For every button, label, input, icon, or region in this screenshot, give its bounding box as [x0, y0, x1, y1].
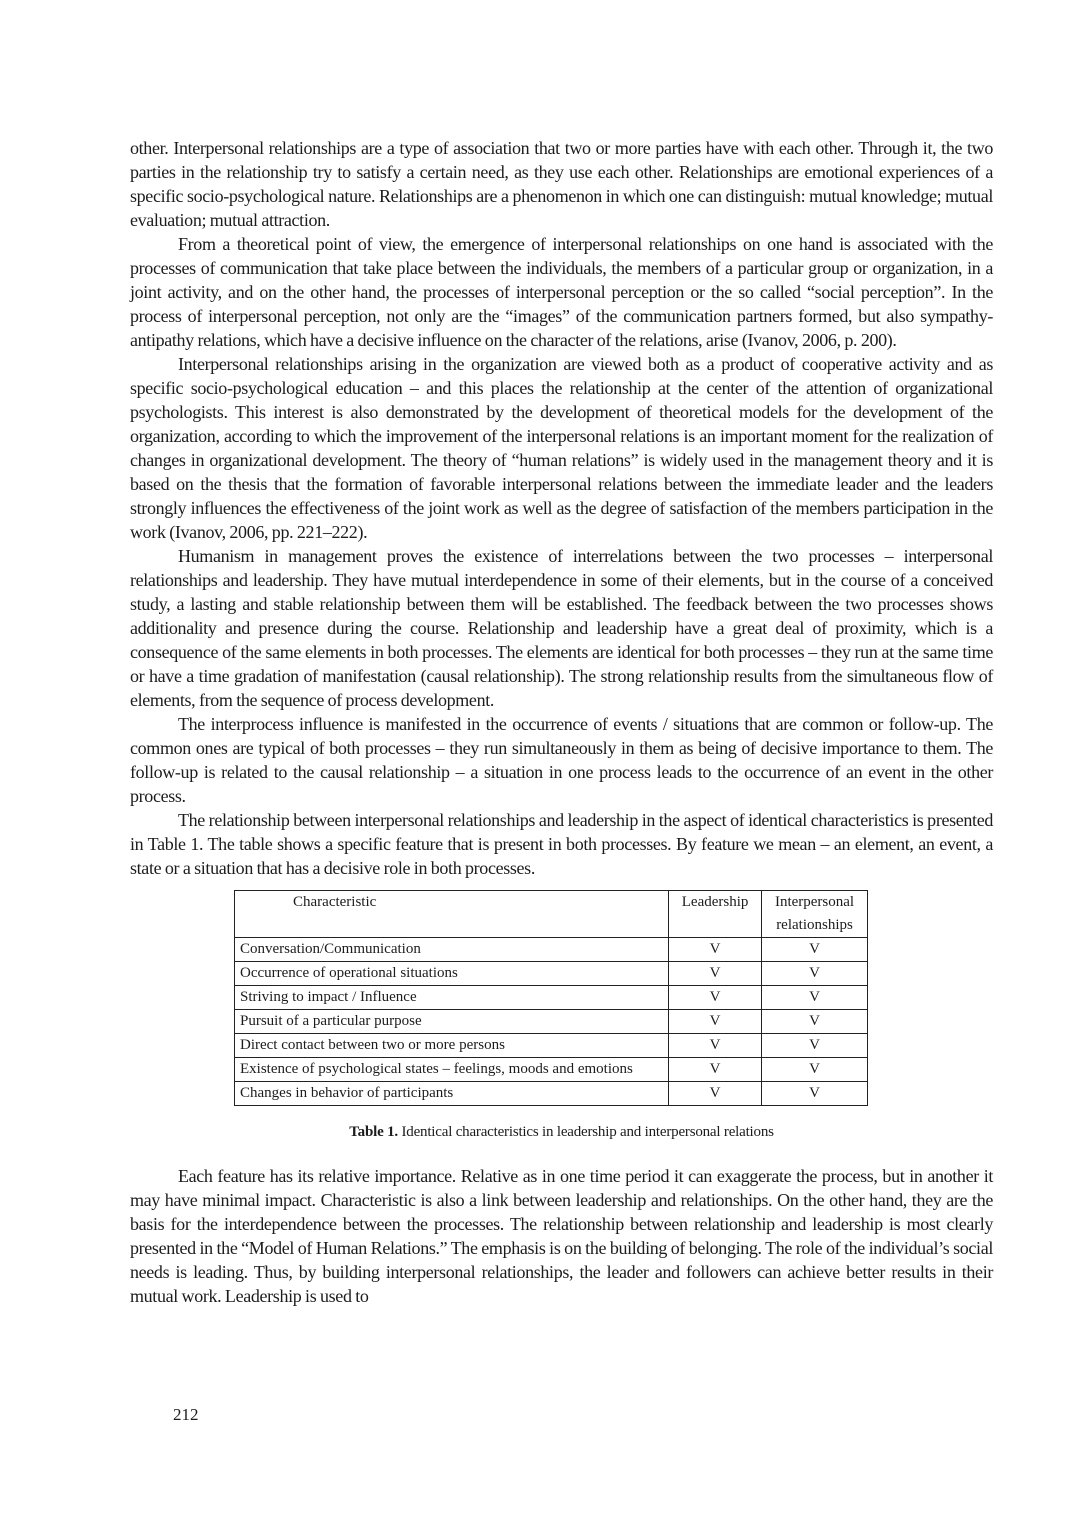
- table-row: [235, 1010, 868, 1034]
- cell-leadership: V: [669, 962, 762, 986]
- cell-leadership: V: [669, 938, 762, 962]
- table-row: [235, 1082, 868, 1106]
- cell-leadership: V: [669, 986, 762, 1010]
- header-interpersonal-relationships: Interpersonal relationships: [762, 891, 868, 938]
- body-text-before-table: [130, 136, 993, 880]
- table-row: [235, 938, 868, 962]
- page-number: 212: [173, 1405, 199, 1424]
- header-leadership: Leadership: [669, 891, 762, 938]
- paragraph: From a theoretical point of view, the emergence of interpersonal relationships on one hand is associated with the processes of communication that take place between the individuals, the members of a particular group or organization, in a joint activity, and on the other hand, the processes of interpersonal perception or the so called “social perception”. In the process of interpersonal perception, not only are the “images” of the communication partners formed, but also sympathy-antipathy relations, which have a decisive influence on the character of the relations, arise (Ivanov, 2006, p. 200).: [130, 234, 993, 350]
- cell-interpersonal: V: [762, 986, 868, 1010]
- paragraph: Interpersonal relationships arising in the organization are viewed both as a product of cooperative activity and as specific socio-psychological education – and this places the relationship at the center of the attention of organizational psychologists. This interest is also demonstrated by the development of theoretical models for the development of the organization, according to which the improvement of the interpersonal relations is an important moment for the realization of changes in organizational development. The theory of “human relations” is widely used in the management theory and it is based on the thesis that the formation of favorable interpersonal relations between the immediate leader and the leaders strongly influences the effectiveness of the joint work as well as the degree of satisfaction of the members participation in the work (Ivanov, 2006, pp. 221–222).: [130, 354, 993, 542]
- table-caption: [130, 1122, 993, 1142]
- header-characteristic: Characteristic: [235, 891, 669, 938]
- cell-characteristic: Existence of psychological states – feelings, moods and emotions: [235, 1058, 669, 1082]
- cell-leadership: V: [669, 1082, 762, 1106]
- cell-interpersonal: V: [762, 1034, 868, 1058]
- paragraph: Humanism in management proves the existence of interrelations between the two processes – interpersonal relationships and leadership. They have mutual interdependence in some of their elements, but in the course of a conceived study, a lasting and stable relationship between them will be established. The feedback between the two processes shows additionality and presence during the course. Relationship and leadership have a great deal of proximity, which is a consequence of the same elements in both processes. The elements are identical for both processes – they run at the same time or have a time gradation of manifestation (causal relationship). The strong relationship results from the simultaneous flow of elements, from the sequence of process development.: [130, 546, 993, 710]
- table-row: [235, 986, 868, 1010]
- table-caption-text: Identical characteristics in leadership and interpersonal relations: [397, 1124, 774, 1140]
- cell-characteristic: Direct contact between two or more persons: [235, 1034, 669, 1058]
- cell-characteristic: Occurrence of operational situations: [235, 962, 669, 986]
- cell-characteristic: Striving to impact / Influence: [235, 986, 669, 1010]
- cell-interpersonal: V: [762, 938, 868, 962]
- paragraph: The interprocess influence is manifested in the occurrence of events / situations that are common or follow-up. The common ones are typical of both processes – they run simultaneously in them as being of decisive importance to them. The follow-up is related to the causal relationship – a situation in one process leads to the occurrence of an event in the other process.: [130, 714, 993, 806]
- cell-leadership: V: [669, 1058, 762, 1082]
- cell-leadership: V: [669, 1010, 762, 1034]
- body-text-after-table: [130, 1164, 993, 1308]
- table-row: [235, 962, 868, 986]
- table-1-container: [234, 890, 868, 1106]
- cell-characteristic: Changes in behavior of participants: [235, 1082, 669, 1106]
- cell-characteristic: Conversation/Communication: [235, 938, 669, 962]
- characteristics-table: [234, 890, 868, 1106]
- table-row: [235, 1034, 868, 1058]
- paragraph: other. Interpersonal relationships are a type of association that two or more parties have with each other. Through it, the two parties in the relationship try to satisfy a certain need, as they use each other. Relationships are emotional experiences of a specific socio-psychological nature. Relationships are a phenomenon in which one can distinguish: mutual knowledge; mutual evaluation; mutual attraction.: [130, 138, 993, 230]
- table-caption-label: Table 1.: [349, 1124, 398, 1140]
- cell-characteristic: Pursuit of a particular purpose: [235, 1010, 669, 1034]
- document-page: [130, 136, 993, 1308]
- table-header-row: [235, 891, 868, 938]
- cell-interpersonal: V: [762, 1058, 868, 1082]
- cell-leadership: V: [669, 1034, 762, 1058]
- cell-interpersonal: V: [762, 1010, 868, 1034]
- paragraph: The relationship between interpersonal relationships and leadership in the aspect of identical characteristics is presented in Table 1. The table shows a specific feature that is present in both processes. By feature we mean – an element, an event, a state or a situation that has a decisive role in both processes.: [130, 810, 993, 878]
- cell-interpersonal: V: [762, 1082, 868, 1106]
- paragraph: Each feature has its relative importance. Relative as in one time period it can exaggerate the process, but in another it may have minimal impact. Characteristic is also a link between leadership and relationships. On the other hand, they are the basis for the interdependence between the processes. The relationship between relationship and leadership is most clearly presented in the “Model of Human Relations.” The emphasis is on the building of belonging. The role of the individual’s social needs is leading. Thus, by building interpersonal relationships, the leader and followers can achieve better results in their mutual work. Leadership is used to: [130, 1166, 993, 1306]
- table-row: [235, 1058, 868, 1082]
- cell-interpersonal: V: [762, 962, 868, 986]
